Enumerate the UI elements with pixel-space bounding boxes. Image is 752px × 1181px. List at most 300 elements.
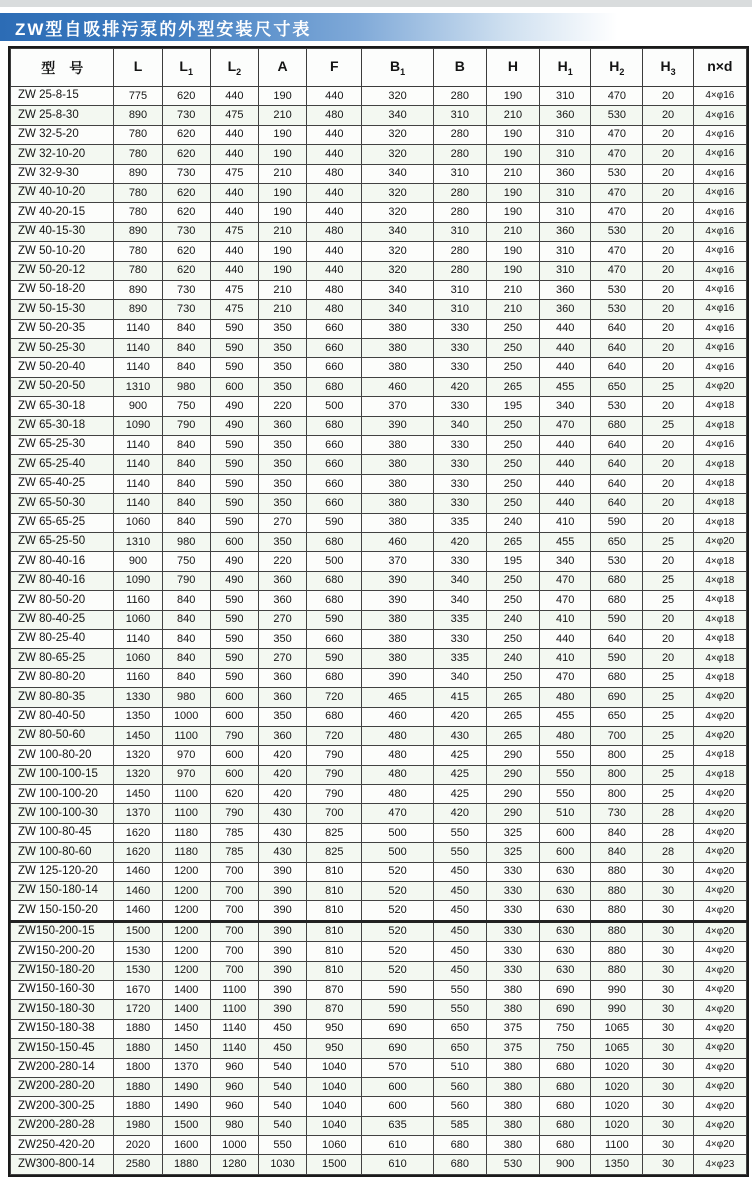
dim-cell: 590: [210, 474, 258, 493]
dim-cell: 530: [591, 164, 643, 183]
dim-cell: 460: [362, 377, 433, 396]
dim-cell: 870: [307, 1000, 362, 1019]
dim-cell: 430: [433, 726, 486, 745]
dim-cell: 630: [540, 862, 591, 881]
dim-cell: 390: [362, 571, 433, 590]
dim-cell: 680: [540, 1097, 591, 1116]
dim-cell: 840: [162, 649, 210, 668]
model-cell: ZW150-200-15: [11, 921, 114, 941]
model-cell: ZW 50-20-40: [11, 358, 114, 377]
dim-cell: 25: [643, 785, 693, 804]
dim-cell: 890: [114, 300, 162, 319]
dim-cell: 1180: [162, 823, 210, 842]
dim-cell: 530: [591, 222, 643, 241]
dim-cell: 290: [486, 746, 539, 765]
dim-cell: 420: [433, 707, 486, 726]
dim-cell: 880: [591, 862, 643, 881]
dim-cell: 880: [591, 961, 643, 980]
dim-cell: 330: [433, 494, 486, 513]
dim-cell: 1100: [162, 804, 210, 823]
dim-cell: 1160: [114, 668, 162, 687]
dim-cell: 1880: [114, 1039, 162, 1058]
dim-cell: 430: [258, 804, 306, 823]
dim-cell: 470: [591, 242, 643, 261]
dim-cell: 450: [258, 1019, 306, 1038]
dim-cell: 360: [258, 416, 306, 435]
dim-cell: 425: [433, 785, 486, 804]
dim-cell: 785: [210, 823, 258, 842]
dim-cell: 490: [210, 571, 258, 590]
dim-cell: 490: [210, 397, 258, 416]
model-cell: ZW 80-50-20: [11, 591, 114, 610]
dim-cell: 410: [540, 649, 591, 668]
dim-cell: 360: [540, 222, 591, 241]
dim-cell: 210: [486, 280, 539, 299]
dim-cell: 360: [540, 280, 591, 299]
dim-cell: 250: [486, 319, 539, 338]
dim-cell: 380: [362, 649, 433, 668]
nxd-cell: 4×φ18: [693, 746, 746, 765]
table-row: [11, 203, 747, 222]
dim-cell: 470: [540, 571, 591, 590]
table-row: [11, 668, 747, 687]
dim-cell: 780: [114, 261, 162, 280]
model-cell: ZW 80-50-60: [11, 726, 114, 745]
dim-cell: 420: [258, 785, 306, 804]
dim-cell: 635: [362, 1116, 433, 1135]
table-row: [11, 552, 747, 571]
dim-cell: 1490: [162, 1097, 210, 1116]
dim-cell: 330: [433, 552, 486, 571]
dim-cell: 600: [540, 823, 591, 842]
dim-cell: 330: [486, 961, 539, 980]
model-cell: ZW 40-10-20: [11, 183, 114, 202]
dim-cell: 30: [643, 1077, 693, 1096]
dim-cell: 25: [643, 726, 693, 745]
dim-cell: 195: [486, 397, 539, 416]
table-row: [11, 377, 747, 396]
dim-cell: 550: [433, 1000, 486, 1019]
model-cell: ZW 80-40-16: [11, 552, 114, 571]
dim-cell: 440: [540, 474, 591, 493]
dim-cell: 190: [258, 183, 306, 202]
nxd-cell: 4×φ16: [693, 280, 746, 299]
dim-cell: 380: [362, 494, 433, 513]
dim-cell: 1350: [591, 1155, 643, 1174]
dim-cell: 250: [486, 436, 539, 455]
nxd-cell: 4×φ18: [693, 610, 746, 629]
dim-cell: 380: [486, 1000, 539, 1019]
nxd-cell: 4×φ18: [693, 513, 746, 532]
model-cell: ZW200-280-28: [11, 1116, 114, 1135]
dim-cell: 1600: [162, 1136, 210, 1155]
dim-cell: 350: [258, 707, 306, 726]
dim-cell: 30: [643, 1058, 693, 1077]
dim-cell: 1310: [114, 532, 162, 551]
dim-cell: 420: [433, 377, 486, 396]
dim-cell: 590: [307, 649, 362, 668]
dim-cell: 800: [591, 785, 643, 804]
dim-cell: 410: [540, 610, 591, 629]
table-row: [11, 494, 747, 513]
dim-cell: 840: [162, 358, 210, 377]
dim-cell: 340: [362, 300, 433, 319]
dim-cell: 1460: [114, 901, 162, 921]
dim-cell: 470: [591, 125, 643, 144]
table-row: [11, 455, 747, 474]
dim-cell: 210: [258, 280, 306, 299]
dim-cell: 480: [307, 222, 362, 241]
dim-cell: 630: [540, 921, 591, 941]
dim-cell: 680: [540, 1136, 591, 1155]
dim-cell: 1620: [114, 823, 162, 842]
model-cell: ZW 65-25-30: [11, 436, 114, 455]
dim-cell: 1160: [114, 591, 162, 610]
dim-cell: 415: [433, 688, 486, 707]
dim-cell: 500: [362, 823, 433, 842]
dim-cell: 730: [162, 300, 210, 319]
dim-cell: 375: [486, 1039, 539, 1058]
dim-cell: 600: [210, 765, 258, 784]
dim-cell: 1140: [114, 339, 162, 358]
dim-cell: 1065: [591, 1039, 643, 1058]
dim-cell: 430: [258, 843, 306, 862]
model-cell: ZW 50-10-20: [11, 242, 114, 261]
dim-cell: 440: [540, 455, 591, 474]
dim-cell: 470: [540, 668, 591, 687]
dim-cell: 780: [114, 242, 162, 261]
model-cell: ZW 150-180-14: [11, 882, 114, 901]
nxd-cell: 4×φ16: [693, 261, 746, 280]
dim-cell: 990: [591, 980, 643, 999]
col-header-F: F: [307, 49, 362, 87]
dim-cell: 475: [210, 280, 258, 299]
dim-cell: 30: [643, 1000, 693, 1019]
nxd-cell: 4×φ18: [693, 668, 746, 687]
model-cell: ZW 32-9-30: [11, 164, 114, 183]
dim-cell: 825: [307, 843, 362, 862]
dim-cell: 1040: [307, 1097, 362, 1116]
table-row: [11, 610, 747, 629]
dim-cell: 190: [486, 203, 539, 222]
top-divider: [0, 0, 752, 7]
dim-cell: 480: [307, 164, 362, 183]
dim-cell: 880: [591, 901, 643, 921]
dim-cell: 470: [591, 145, 643, 164]
table-row: [11, 1116, 747, 1135]
dim-cell: 325: [486, 843, 539, 862]
dim-cell: 680: [591, 416, 643, 435]
table-row: [11, 980, 747, 999]
dim-cell: 650: [591, 707, 643, 726]
dim-cell: 1450: [162, 1019, 210, 1038]
dim-cell: 30: [643, 1019, 693, 1038]
model-cell: ZW 50-15-30: [11, 300, 114, 319]
dim-cell: 440: [307, 145, 362, 164]
dim-cell: 560: [433, 1097, 486, 1116]
dim-cell: 680: [307, 668, 362, 687]
dim-cell: 20: [643, 164, 693, 183]
dim-cell: 20: [643, 455, 693, 474]
dim-cell: 810: [307, 901, 362, 921]
col-header-H1: $H_1$: [540, 49, 591, 87]
dim-cell: 980: [162, 377, 210, 396]
dim-cell: 330: [433, 319, 486, 338]
dim-cell: 840: [162, 319, 210, 338]
dim-cell: 450: [433, 862, 486, 881]
dim-cell: 720: [307, 688, 362, 707]
dim-cell: 28: [643, 823, 693, 842]
dim-cell: 320: [362, 242, 433, 261]
dim-cell: 265: [486, 688, 539, 707]
table-row: [11, 901, 747, 921]
dim-cell: 590: [307, 513, 362, 532]
dim-cell: 590: [210, 339, 258, 358]
table-row: [11, 1136, 747, 1155]
dim-cell: 650: [433, 1039, 486, 1058]
dim-cell: 20: [643, 513, 693, 532]
dim-cell: 360: [540, 300, 591, 319]
dim-cell: 250: [486, 629, 539, 648]
dim-cell: 590: [210, 610, 258, 629]
dim-cell: 310: [433, 106, 486, 125]
dim-cell: 390: [258, 961, 306, 980]
dimension-table-container: [8, 46, 749, 1177]
dim-cell: 1140: [114, 436, 162, 455]
dim-cell: 700: [210, 901, 258, 921]
dim-cell: 335: [433, 610, 486, 629]
dim-cell: 480: [362, 726, 433, 745]
dim-cell: 560: [433, 1077, 486, 1096]
dim-cell: 195: [486, 552, 539, 571]
dim-cell: 420: [258, 765, 306, 784]
dim-cell: 680: [307, 416, 362, 435]
nxd-cell: 4×φ20: [693, 921, 746, 941]
dim-cell: 730: [162, 222, 210, 241]
dim-cell: 1280: [210, 1155, 258, 1174]
dim-cell: 680: [591, 591, 643, 610]
nxd-cell: 4×φ16: [693, 222, 746, 241]
dim-cell: 455: [540, 707, 591, 726]
dim-cell: 1880: [114, 1077, 162, 1096]
table-row: [11, 942, 747, 961]
table-row: [11, 513, 747, 532]
dim-cell: 280: [433, 242, 486, 261]
dim-cell: 590: [362, 980, 433, 999]
dim-cell: 1100: [210, 980, 258, 999]
nxd-cell: 4×φ20: [693, 1077, 746, 1096]
dim-cell: 900: [114, 397, 162, 416]
model-cell: ZW 50-20-12: [11, 261, 114, 280]
dim-cell: 1720: [114, 1000, 162, 1019]
table-row: [11, 125, 747, 144]
dim-cell: 690: [591, 688, 643, 707]
dim-cell: 800: [591, 765, 643, 784]
dim-cell: 350: [258, 474, 306, 493]
dim-cell: 825: [307, 823, 362, 842]
nxd-cell: 4×φ20: [693, 862, 746, 881]
table-row: [11, 474, 747, 493]
dim-cell: 500: [362, 843, 433, 862]
table-row: [11, 571, 747, 590]
dim-cell: 610: [362, 1136, 433, 1155]
dim-cell: 190: [258, 87, 306, 106]
model-cell: ZW 80-40-25: [11, 610, 114, 629]
dim-cell: 440: [210, 242, 258, 261]
dim-cell: 1400: [162, 980, 210, 999]
dim-cell: 450: [433, 942, 486, 961]
dim-cell: 620: [162, 125, 210, 144]
model-cell: ZW 65-50-30: [11, 494, 114, 513]
dim-cell: 600: [210, 746, 258, 765]
dim-cell: 340: [540, 397, 591, 416]
dim-cell: 510: [540, 804, 591, 823]
table-row: [11, 1155, 747, 1174]
model-cell: ZW 65-40-25: [11, 474, 114, 493]
dim-cell: 1460: [114, 862, 162, 881]
nxd-cell: 4×φ18: [693, 474, 746, 493]
dim-cell: 1200: [162, 901, 210, 921]
dim-cell: 1100: [210, 1000, 258, 1019]
dim-cell: 470: [591, 203, 643, 222]
table-row: [11, 1097, 747, 1116]
dim-cell: 190: [486, 87, 539, 106]
model-cell: ZW 80-25-40: [11, 629, 114, 648]
dim-cell: 350: [258, 532, 306, 551]
dim-cell: 310: [540, 242, 591, 261]
model-cell: ZW150-150-45: [11, 1039, 114, 1058]
col-header-L: L: [114, 49, 162, 87]
dim-cell: 30: [643, 882, 693, 901]
dim-cell: 1060: [114, 610, 162, 629]
dim-cell: 750: [540, 1039, 591, 1058]
dim-cell: 840: [162, 455, 210, 474]
dim-cell: 1140: [210, 1039, 258, 1058]
dim-cell: 680: [433, 1136, 486, 1155]
dim-cell: 440: [307, 87, 362, 106]
model-cell: ZW 50-20-50: [11, 377, 114, 396]
dim-cell: 470: [591, 87, 643, 106]
dim-cell: 600: [210, 688, 258, 707]
dim-cell: 500: [307, 397, 362, 416]
nxd-cell: 4×φ18: [693, 765, 746, 784]
dim-cell: 30: [643, 921, 693, 941]
dim-cell: 520: [362, 961, 433, 980]
dim-cell: 280: [433, 203, 486, 222]
dim-cell: 960: [210, 1058, 258, 1077]
table-row: [11, 785, 747, 804]
dim-cell: 30: [643, 1136, 693, 1155]
dim-cell: 210: [486, 164, 539, 183]
model-cell: ZW 25-8-15: [11, 87, 114, 106]
dim-cell: 680: [540, 1058, 591, 1077]
dim-cell: 340: [433, 571, 486, 590]
dim-cell: 640: [591, 436, 643, 455]
dim-cell: 380: [486, 1097, 539, 1116]
dim-cell: 250: [486, 571, 539, 590]
dim-cell: 590: [591, 649, 643, 668]
dim-cell: 840: [162, 591, 210, 610]
dim-cell: 350: [258, 436, 306, 455]
dim-cell: 890: [114, 164, 162, 183]
dim-cell: 475: [210, 164, 258, 183]
dim-cell: 280: [433, 145, 486, 164]
dim-cell: 440: [307, 183, 362, 202]
dim-cell: 600: [362, 1097, 433, 1116]
dim-cell: 20: [643, 106, 693, 125]
dim-cell: 550: [433, 823, 486, 842]
nxd-cell: 4×φ23: [693, 1155, 746, 1174]
table-row: [11, 823, 747, 842]
model-cell: ZW200-300-25: [11, 1097, 114, 1116]
dim-cell: 550: [540, 746, 591, 765]
dim-cell: 610: [362, 1155, 433, 1174]
table-row: [11, 1000, 747, 1019]
dim-cell: 970: [162, 765, 210, 784]
dim-cell: 390: [362, 416, 433, 435]
nxd-cell: 4×φ16: [693, 339, 746, 358]
dim-cell: 20: [643, 436, 693, 455]
model-cell: ZW 65-65-25: [11, 513, 114, 532]
dim-cell: 1490: [162, 1077, 210, 1096]
dim-cell: 210: [258, 300, 306, 319]
dim-cell: 340: [362, 164, 433, 183]
dim-cell: 550: [540, 765, 591, 784]
model-cell: ZW200-280-14: [11, 1058, 114, 1077]
dim-cell: 20: [643, 300, 693, 319]
dim-cell: 800: [591, 746, 643, 765]
dim-cell: 20: [643, 552, 693, 571]
model-cell: ZW 80-40-50: [11, 707, 114, 726]
dim-cell: 320: [362, 203, 433, 222]
dim-cell: 640: [591, 629, 643, 648]
nxd-cell: 4×φ20: [693, 843, 746, 862]
dim-cell: 490: [210, 552, 258, 571]
dim-cell: 25: [643, 688, 693, 707]
nxd-cell: 4×φ16: [693, 203, 746, 222]
dim-cell: 870: [307, 980, 362, 999]
dim-cell: 1000: [162, 707, 210, 726]
nxd-cell: 4×φ20: [693, 688, 746, 707]
dim-cell: 520: [362, 882, 433, 901]
dim-cell: 440: [210, 261, 258, 280]
dim-cell: 840: [162, 494, 210, 513]
col-header-model: 型 号: [11, 49, 114, 87]
dim-cell: 20: [643, 610, 693, 629]
dim-cell: 730: [162, 106, 210, 125]
dim-cell: 475: [210, 300, 258, 319]
dim-cell: 340: [433, 668, 486, 687]
table-row: [11, 1039, 747, 1058]
dim-cell: 680: [540, 1116, 591, 1135]
nxd-cell: 4×φ18: [693, 552, 746, 571]
dim-cell: 600: [210, 532, 258, 551]
dim-cell: 1200: [162, 882, 210, 901]
nxd-cell: 4×φ20: [693, 532, 746, 551]
dim-cell: 1670: [114, 980, 162, 999]
dim-cell: 1980: [114, 1116, 162, 1135]
dim-cell: 730: [162, 280, 210, 299]
dim-cell: 30: [643, 862, 693, 881]
dim-cell: 440: [210, 183, 258, 202]
title-bar: [0, 13, 650, 41]
col-header-L2: $L_2$: [210, 49, 258, 87]
model-cell: ZW 40-20-15: [11, 203, 114, 222]
table-row: [11, 300, 747, 319]
dim-cell: 330: [433, 339, 486, 358]
model-cell: ZW 32-10-20: [11, 145, 114, 164]
dim-cell: 590: [210, 629, 258, 648]
